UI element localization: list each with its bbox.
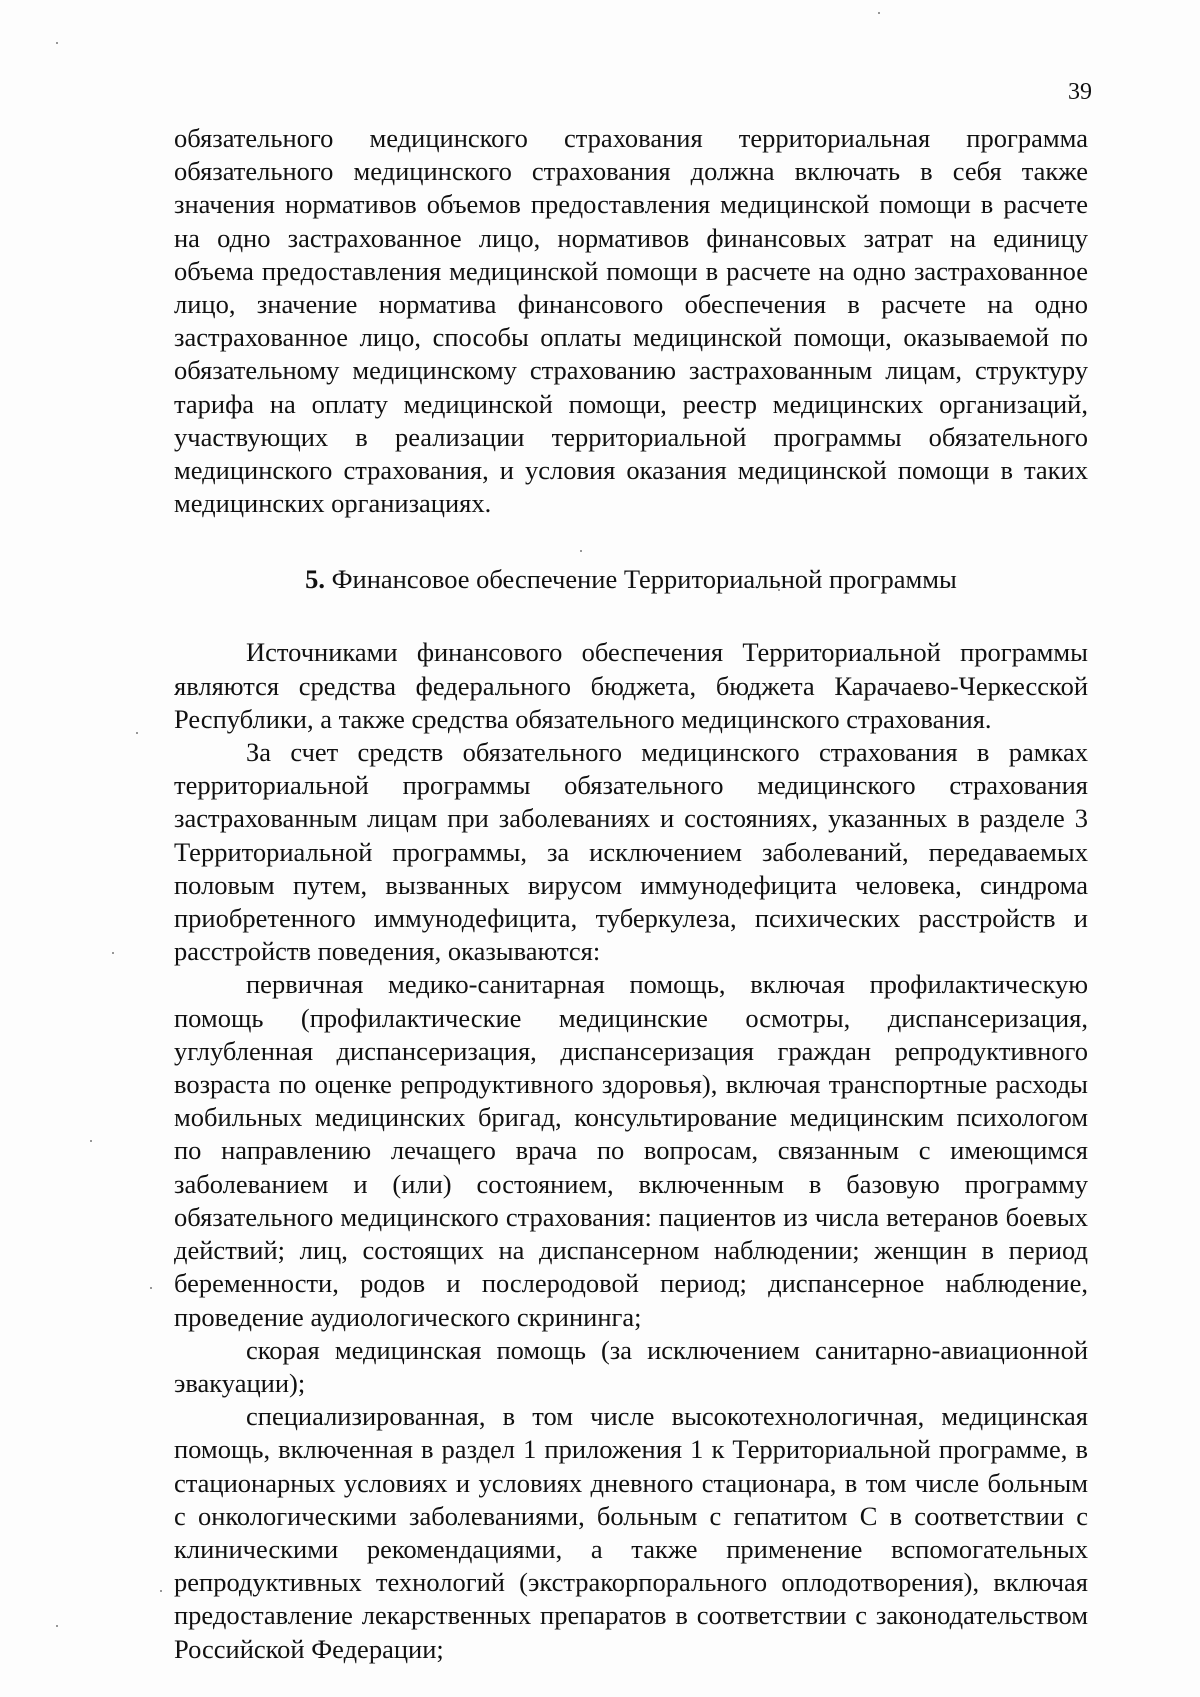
section-number: 5. bbox=[305, 564, 325, 595]
document-body bbox=[174, 122, 1088, 1666]
page-number: 39 bbox=[1068, 79, 1092, 105]
paragraph-oms-scope: За счет средств обязательного медицинского страхования в рамках территориальной программы обязательного медицинского страхования застрахованным лицам при заболеваниях и состояниях, указанных в разделе 3 Территориальной программы, за исключением заболеваний, передаваемых половым путем, вызванных вирусом иммунодефицита человека, синдрома приобретенного иммунодефицита, туберкулеза, психических расстройств и расстройств поведения, оказываются: bbox=[174, 737, 1088, 967]
paragraph-emergency-care: скорая медицинская помощь (за исключением санитарно-авиационной эвакуации); bbox=[174, 1334, 1088, 1398]
paragraph-funding-sources: Источниками финансового обеспечения Территориальной программы являются средства федерального бюджета, бюджета Карачаево-Черкесской Республики, а также средства обязательного медицинского страхования. bbox=[174, 637, 1088, 734]
section-heading bbox=[174, 562, 1088, 596]
section-title: Финансовое обеспечение Территориальной программы bbox=[331, 564, 957, 595]
paragraph-continuation: обязательного медицинского страхования территориальная программа обязательного медицинского страхования должна включать в себя также значения нормативов объемов предоставления медицинской помощи в расчете на одно застрахованное лицо, нормативов финансовых затрат на единицу объема предоставления медицинской помощи в расчете на одно застрахованное лицо, значение норматива финансового обеспечения в расчете на одно застрахованное лицо, способы оплаты медицинской помощи, оказываемой по обязательному медицинскому страхованию застрахованным лицам, структуру тарифа на оплату медицинской помощи, реестр медицинских организаций, участвующих в реализации территориальной программы обязательного медицинского страхования, и условия оказания медицинской помощи в таких медицинских организациях. bbox=[174, 123, 1088, 519]
paragraph-primary-care: первичная медико-санитарная помощь, включая профилактическую помощь (профилактические медицинские осмотры, диспансеризация, углубленная диспансеризация, диспансеризация граждан репродуктивного возраста по оценке репродуктивного здоровья), включая транспортные расходы мобильных медицинских бригад, консультирование медицинским психологом по направлению лечащего врача по вопросам, связанным с имеющимся заболеванием и (или) состоянием, включенным в базовую программу обязательного медицинского страхования: пациентов из числа ветеранов боевых действий; лиц, состоящих на диспансерном наблюдении; женщин в период беременности, родов и послеродовой период; диспансерное наблюдение, проведение аудиологического скрининга; bbox=[174, 969, 1088, 1332]
paragraph-specialized-care: специализированная, в том числе высокотехнологичная, медицинская помощь, включенная в раздел 1 приложения 1 к Территориальной программе, в стационарных условиях и условиях дневного стационара, в том числе больным с онкологическими заболеваниями, больным с гепатитом С в соответствии с клиническими рекомендациями, а также применение вспомогательных репродуктивных технологий (экстракорпорального оплодотворения), включая предоставление лекарственных препаратов в соответствии с законодательством Российской Федерации; bbox=[174, 1401, 1088, 1664]
